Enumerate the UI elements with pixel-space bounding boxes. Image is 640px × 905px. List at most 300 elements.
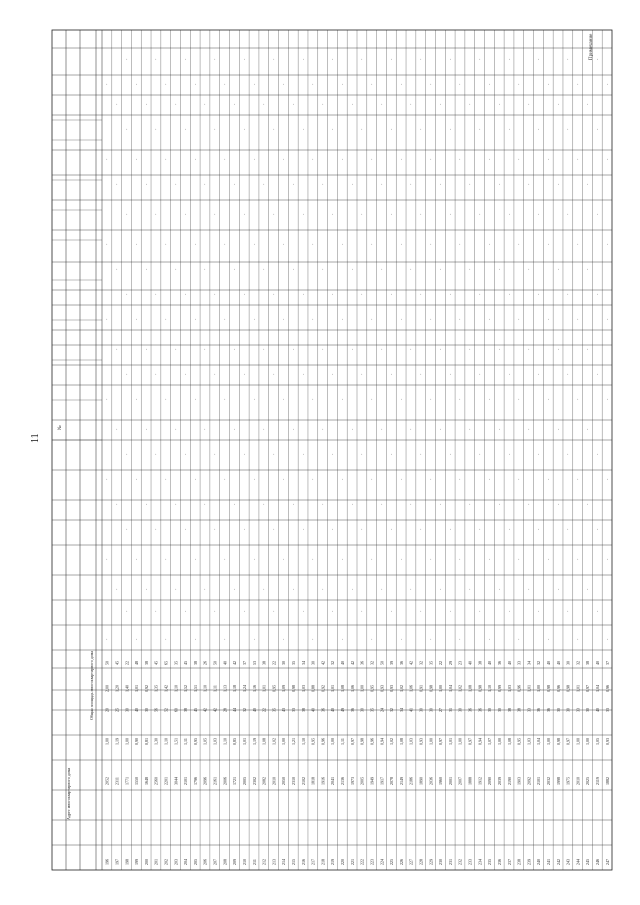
- empty-cell-mark: ·: [213, 453, 219, 455]
- empty-cell-mark: ·: [174, 183, 180, 185]
- empty-cell-mark: ·: [154, 293, 160, 295]
- empty-cell-mark: ·: [596, 373, 602, 375]
- row-value-d: 40: [555, 661, 561, 665]
- row-value-d: 32: [369, 661, 375, 665]
- row-value-b: 30: [565, 708, 571, 712]
- empty-cell-mark: ·: [547, 83, 553, 85]
- empty-cell-mark: ·: [184, 293, 190, 295]
- row-total-area: 1903: [516, 777, 522, 785]
- row-value-d: 45: [114, 661, 120, 665]
- row-number: 197: [114, 859, 120, 865]
- empty-cell-mark: ·: [321, 348, 327, 350]
- row-value-c: 1,01: [261, 685, 267, 692]
- empty-cell-mark: ·: [605, 558, 611, 560]
- row-value-b: 38: [506, 708, 512, 712]
- row-value-c: 1,03: [506, 685, 512, 692]
- row-value-c: 1,06: [408, 685, 414, 692]
- row-number: 242: [555, 859, 561, 865]
- empty-cell-mark: ·: [517, 83, 523, 85]
- row-value-d: 36: [359, 661, 365, 665]
- empty-cell-mark: ·: [370, 558, 376, 560]
- row-number: 203: [173, 859, 179, 865]
- empty-cell-mark: ·: [605, 398, 611, 400]
- row-number: 229: [428, 859, 434, 865]
- row-value-d: 42: [408, 661, 414, 665]
- empty-cell-mark: ·: [262, 103, 268, 105]
- empty-cell-mark: ·: [586, 103, 592, 105]
- empty-cell-mark: ·: [488, 638, 494, 640]
- row-value-c: 0,95: [271, 685, 277, 692]
- empty-cell-mark: ·: [223, 158, 229, 160]
- row-value-c: 0,99: [496, 685, 502, 692]
- empty-cell-mark: ·: [497, 503, 503, 505]
- row-number: 211: [251, 859, 257, 865]
- empty-cell-mark: ·: [399, 558, 405, 560]
- empty-cell-mark: ·: [252, 478, 258, 480]
- empty-cell-mark: ·: [105, 638, 111, 640]
- empty-cell-mark: ·: [468, 268, 474, 270]
- empty-cell-mark: ·: [252, 83, 258, 85]
- empty-cell-mark: ·: [497, 268, 503, 270]
- empty-cell-mark: ·: [458, 158, 464, 160]
- empty-cell-mark: ·: [203, 348, 209, 350]
- empty-cell-mark: ·: [164, 398, 170, 400]
- row-value-a: 1,19: [114, 738, 120, 745]
- empty-cell-mark: ·: [262, 183, 268, 185]
- row-total-area: 1771: [124, 777, 130, 785]
- row-value-d: 42: [349, 661, 355, 665]
- empty-cell-mark: ·: [370, 478, 376, 480]
- row-number: 207: [212, 859, 218, 865]
- empty-cell-mark: ·: [135, 318, 141, 320]
- row-value-c: 0,96: [516, 685, 522, 692]
- empty-cell-mark: ·: [125, 610, 131, 612]
- row-value-c: 2,00: [104, 685, 110, 692]
- empty-cell-mark: ·: [390, 610, 396, 612]
- empty-cell-mark: ·: [272, 58, 278, 60]
- row-value-b: 27: [438, 708, 444, 712]
- row-value-b: 36: [536, 708, 542, 712]
- empty-cell-mark: ·: [488, 558, 494, 560]
- row-total-area: 1882: [604, 777, 610, 785]
- empty-cell-mark: ·: [144, 588, 150, 590]
- row-value-c: 0,91: [418, 685, 424, 692]
- empty-cell-mark: ·: [409, 348, 415, 350]
- empty-cell-mark: ·: [125, 528, 131, 530]
- empty-cell-mark: ·: [164, 243, 170, 245]
- row-value-b: 36: [546, 708, 552, 712]
- row-value-c: 1,35: [153, 685, 159, 692]
- row-number: 246: [595, 859, 601, 865]
- row-value-a: 1,04: [536, 738, 542, 745]
- row-number: 247: [604, 859, 610, 865]
- empty-cell-mark: ·: [576, 478, 582, 480]
- empty-cell-mark: ·: [282, 243, 288, 245]
- empty-cell-mark: ·: [360, 128, 366, 130]
- empty-cell-mark: ·: [429, 558, 435, 560]
- row-total-area: 2006: [222, 777, 228, 785]
- empty-cell-mark: ·: [311, 318, 317, 320]
- empty-cell-mark: ·: [547, 398, 553, 400]
- empty-cell-mark: ·: [282, 478, 288, 480]
- row-value-c: 0,88: [310, 685, 316, 692]
- row-number: 218: [320, 859, 326, 865]
- empty-cell-mark: ·: [586, 183, 592, 185]
- empty-cell-mark: ·: [193, 478, 199, 480]
- empty-cell-mark: ·: [360, 213, 366, 215]
- row-number: 228: [418, 859, 424, 865]
- empty-cell-mark: ·: [399, 83, 405, 85]
- row-value-a: 0,94: [477, 738, 483, 745]
- empty-cell-mark: ·: [458, 318, 464, 320]
- empty-cell-mark: ·: [331, 293, 337, 295]
- empty-cell-mark: ·: [517, 243, 523, 245]
- empty-cell-mark: ·: [272, 528, 278, 530]
- row-value-d: 38: [585, 661, 591, 665]
- row-total-area: 2050: [281, 777, 287, 785]
- empty-cell-mark: ·: [517, 158, 523, 160]
- empty-cell-mark: ·: [566, 610, 572, 612]
- row-total-area: 2036: [428, 777, 434, 785]
- row-value-d: 48: [134, 661, 140, 665]
- row-value-b: 36: [477, 708, 483, 712]
- empty-cell-mark: ·: [105, 318, 111, 320]
- empty-cell-mark: ·: [507, 453, 513, 455]
- row-value-b: 35: [271, 708, 277, 712]
- empty-cell-mark: ·: [556, 428, 562, 430]
- row-value-b: 45: [192, 708, 198, 712]
- row-value-c: 1,16: [251, 685, 257, 692]
- empty-cell-mark: ·: [203, 183, 209, 185]
- row-value-b: 56: [153, 708, 159, 712]
- row-value-b: 30: [585, 708, 591, 712]
- row-value-d: 32: [575, 661, 581, 665]
- column-header-notes: Примечание: [589, 33, 594, 60]
- row-value-d: 22: [124, 661, 130, 665]
- empty-cell-mark: ·: [174, 503, 180, 505]
- row-number: 200: [143, 859, 149, 865]
- row-value-c: 1,04: [447, 685, 453, 692]
- empty-cell-mark: ·: [272, 293, 278, 295]
- row-value-b: 28: [222, 708, 228, 712]
- row-value-d: 30: [281, 661, 287, 665]
- row-value-a: 1,00: [575, 738, 581, 745]
- empty-cell-mark: ·: [399, 638, 405, 640]
- empty-cell-mark: ·: [252, 158, 258, 160]
- empty-cell-mark: ·: [350, 103, 356, 105]
- empty-cell-mark: ·: [419, 128, 425, 130]
- empty-cell-mark: ·: [193, 318, 199, 320]
- empty-cell-mark: ·: [282, 158, 288, 160]
- empty-cell-mark: ·: [497, 103, 503, 105]
- empty-cell-mark: ·: [537, 128, 543, 130]
- row-number: 205: [192, 859, 198, 865]
- empty-cell-mark: ·: [448, 213, 454, 215]
- empty-cell-mark: ·: [448, 293, 454, 295]
- row-total-area: 1949: [369, 777, 375, 785]
- empty-cell-mark: ·: [390, 373, 396, 375]
- row-value-b: 24: [379, 708, 385, 712]
- empty-cell-mark: ·: [282, 398, 288, 400]
- empty-cell-mark: ·: [272, 128, 278, 130]
- row-value-a: 1,05: [595, 738, 601, 745]
- row-total-area: 2149: [398, 777, 404, 785]
- empty-cell-mark: ·: [458, 243, 464, 245]
- empty-cell-mark: ·: [596, 128, 602, 130]
- row-total-area: 1917: [379, 777, 385, 785]
- empty-cell-mark: ·: [399, 158, 405, 160]
- row-value-b: 22: [261, 708, 267, 712]
- empty-cell-mark: ·: [203, 428, 209, 430]
- empty-cell-mark: ·: [507, 128, 513, 130]
- row-number: 199: [134, 859, 140, 865]
- row-value-a: 1,01: [241, 738, 247, 745]
- row-total-area: 2311: [114, 777, 120, 785]
- empty-cell-mark: ·: [556, 268, 562, 270]
- row-total-area: 2101: [183, 777, 189, 785]
- empty-cell-mark: ·: [478, 528, 484, 530]
- row-value-b: 30: [143, 708, 149, 712]
- empty-cell-mark: ·: [292, 103, 298, 105]
- row-value-d: 40: [467, 661, 473, 665]
- row-value-c: 1,10: [173, 685, 179, 692]
- row-value-b: 36: [467, 708, 473, 712]
- row-number: 224: [379, 859, 385, 865]
- row-total-area: 2007: [457, 777, 463, 785]
- empty-cell-mark: ·: [547, 558, 553, 560]
- empty-cell-mark: ·: [262, 503, 268, 505]
- row-number: 196: [104, 859, 110, 865]
- empty-cell-mark: ·: [517, 318, 523, 320]
- column-header-number: №: [58, 425, 63, 430]
- empty-cell-mark: ·: [360, 293, 366, 295]
- empty-cell-mark: ·: [292, 428, 298, 430]
- empty-cell-mark: ·: [468, 348, 474, 350]
- row-value-c: 1,51: [192, 685, 198, 692]
- empty-cell-mark: ·: [223, 638, 229, 640]
- row-total-area: 2078: [389, 777, 395, 785]
- empty-cell-mark: ·: [184, 373, 190, 375]
- row-number: 202: [163, 859, 169, 865]
- empty-cell-mark: ·: [360, 528, 366, 530]
- empty-cell-mark: ·: [556, 503, 562, 505]
- empty-cell-mark: ·: [282, 558, 288, 560]
- row-value-c: 0,98: [477, 685, 483, 692]
- empty-cell-mark: ·: [497, 348, 503, 350]
- row-total-area: 2082: [261, 777, 267, 785]
- empty-cell-mark: ·: [193, 243, 199, 245]
- empty-cell-mark: ·: [272, 453, 278, 455]
- empty-cell-mark: ·: [213, 213, 219, 215]
- empty-cell-mark: ·: [409, 268, 415, 270]
- row-value-c: 0,97: [585, 685, 591, 692]
- empty-cell-mark: ·: [566, 373, 572, 375]
- row-value-d: 35: [291, 661, 297, 665]
- row-value-d: 22: [438, 661, 444, 665]
- empty-cell-mark: ·: [252, 638, 258, 640]
- empty-cell-mark: ·: [233, 588, 239, 590]
- empty-cell-mark: ·: [537, 58, 543, 60]
- empty-cell-mark: ·: [154, 528, 160, 530]
- empty-cell-mark: ·: [586, 268, 592, 270]
- empty-cell-mark: ·: [203, 588, 209, 590]
- row-value-a: 1,08: [261, 738, 267, 745]
- row-value-b: 38: [183, 708, 189, 712]
- empty-cell-mark: ·: [154, 453, 160, 455]
- empty-cell-mark: ·: [301, 453, 307, 455]
- empty-cell-mark: ·: [448, 528, 454, 530]
- empty-cell-mark: ·: [537, 610, 543, 612]
- row-value-a: 1,10: [222, 738, 228, 745]
- row-value-a: 1,00: [428, 738, 434, 745]
- empty-cell-mark: ·: [311, 478, 317, 480]
- empty-cell-mark: ·: [233, 268, 239, 270]
- row-value-c: 0,96: [555, 685, 561, 692]
- row-value-d: 42: [232, 661, 238, 665]
- empty-cell-mark: ·: [448, 58, 454, 60]
- row-value-b: 41: [408, 708, 414, 712]
- row-value-a: 0,97: [438, 738, 444, 745]
- row-value-c: 0,98: [546, 685, 552, 692]
- row-value-b: 30: [124, 708, 130, 712]
- row-value-a: 1,30: [153, 738, 159, 745]
- empty-cell-mark: ·: [164, 638, 170, 640]
- empty-cell-mark: ·: [341, 83, 347, 85]
- empty-cell-mark: ·: [341, 158, 347, 160]
- row-value-c: 1,24: [241, 685, 247, 692]
- empty-cell-mark: ·: [605, 158, 611, 160]
- empty-cell-mark: ·: [370, 158, 376, 160]
- row-value-c: 1,08: [340, 685, 346, 692]
- empty-cell-mark: ·: [174, 268, 180, 270]
- row-total-area: 1648: [143, 777, 149, 785]
- row-number: 221: [349, 859, 355, 865]
- empty-cell-mark: ·: [125, 293, 131, 295]
- empty-cell-mark: ·: [507, 373, 513, 375]
- empty-cell-mark: ·: [488, 478, 494, 480]
- empty-cell-mark: ·: [331, 610, 337, 612]
- empty-cell-mark: ·: [301, 293, 307, 295]
- row-value-d: 38: [192, 661, 198, 665]
- empty-cell-mark: ·: [292, 268, 298, 270]
- empty-cell-mark: ·: [105, 478, 111, 480]
- row-value-d: 39: [389, 661, 395, 665]
- empty-cell-mark: ·: [537, 373, 543, 375]
- empty-cell-mark: ·: [390, 293, 396, 295]
- empty-cell-mark: ·: [419, 58, 425, 60]
- empty-cell-mark: ·: [547, 318, 553, 320]
- empty-cell-mark: ·: [105, 558, 111, 560]
- empty-cell-mark: ·: [341, 243, 347, 245]
- row-value-a: 1,11: [340, 738, 346, 745]
- column-header-address: Адрес многоквартирного дома: [66, 767, 71, 820]
- row-total-area: 2119: [595, 777, 601, 785]
- row-value-c: 1,02: [398, 685, 404, 692]
- empty-cell-mark: ·: [370, 83, 376, 85]
- row-value-b: 49: [340, 708, 346, 712]
- row-value-b: 30: [359, 708, 365, 712]
- empty-cell-mark: ·: [115, 103, 121, 105]
- row-value-b: 52: [163, 708, 169, 712]
- empty-cell-mark: ·: [135, 638, 141, 640]
- row-value-b: 42: [202, 708, 208, 712]
- empty-cell-mark: ·: [419, 453, 425, 455]
- empty-cell-mark: ·: [478, 213, 484, 215]
- empty-cell-mark: ·: [596, 58, 602, 60]
- row-number: 232: [457, 859, 463, 865]
- empty-cell-mark: ·: [390, 58, 396, 60]
- empty-cell-mark: ·: [497, 428, 503, 430]
- row-number: 201: [153, 859, 159, 865]
- row-number: 235: [487, 859, 493, 865]
- row-value-d: 34: [526, 661, 532, 665]
- empty-cell-mark: ·: [605, 243, 611, 245]
- empty-cell-mark: ·: [419, 528, 425, 530]
- empty-cell-mark: ·: [331, 128, 337, 130]
- empty-cell-mark: ·: [586, 428, 592, 430]
- empty-cell-mark: ·: [301, 128, 307, 130]
- row-number: 219: [330, 859, 336, 865]
- empty-cell-mark: ·: [144, 103, 150, 105]
- empty-cell-mark: ·: [350, 503, 356, 505]
- empty-cell-mark: ·: [193, 638, 199, 640]
- row-total-area: 2032: [546, 777, 552, 785]
- row-value-b: 30: [457, 708, 463, 712]
- row-value-c: 1,52: [183, 685, 189, 692]
- empty-cell-mark: ·: [135, 398, 141, 400]
- empty-cell-mark: ·: [458, 558, 464, 560]
- empty-cell-mark: ·: [213, 610, 219, 612]
- row-value-c: 1,20: [114, 685, 120, 692]
- empty-cell-mark: ·: [596, 610, 602, 612]
- empty-cell-mark: ·: [380, 268, 386, 270]
- row-value-b: 40: [595, 708, 601, 712]
- row-value-b: 30: [418, 708, 424, 712]
- row-value-a: 1,19: [251, 738, 257, 745]
- empty-cell-mark: ·: [507, 610, 513, 612]
- empty-cell-mark: ·: [537, 453, 543, 455]
- empty-cell-mark: ·: [488, 158, 494, 160]
- empty-cell-mark: ·: [301, 528, 307, 530]
- empty-cell-mark: ·: [125, 453, 131, 455]
- row-value-b: 33: [604, 708, 610, 712]
- empty-cell-mark: ·: [144, 428, 150, 430]
- empty-cell-mark: ·: [321, 588, 327, 590]
- empty-cell-mark: ·: [252, 318, 258, 320]
- row-value-c: 0,93: [379, 685, 385, 692]
- row-number: 198: [124, 859, 130, 865]
- row-value-a: 0,93: [604, 738, 610, 745]
- row-number: 223: [369, 859, 375, 865]
- empty-cell-mark: ·: [458, 638, 464, 640]
- row-value-d: 40: [340, 661, 346, 665]
- empty-cell-mark: ·: [223, 398, 229, 400]
- empty-cell-mark: ·: [586, 588, 592, 590]
- row-total-area: 2010: [575, 777, 581, 785]
- row-value-b: 33: [291, 708, 297, 712]
- row-value-c: 1,00: [438, 685, 444, 692]
- row-value-a: 0,97: [565, 738, 571, 745]
- row-value-d: 38: [477, 661, 483, 665]
- empty-cell-mark: ·: [566, 213, 572, 215]
- row-value-c: 1,01: [526, 685, 532, 692]
- empty-cell-mark: ·: [321, 183, 327, 185]
- empty-cell-mark: ·: [115, 588, 121, 590]
- empty-cell-mark: ·: [409, 588, 415, 590]
- row-total-area: 2102: [300, 777, 306, 785]
- row-value-b: 32: [241, 708, 247, 712]
- empty-cell-mark: ·: [292, 348, 298, 350]
